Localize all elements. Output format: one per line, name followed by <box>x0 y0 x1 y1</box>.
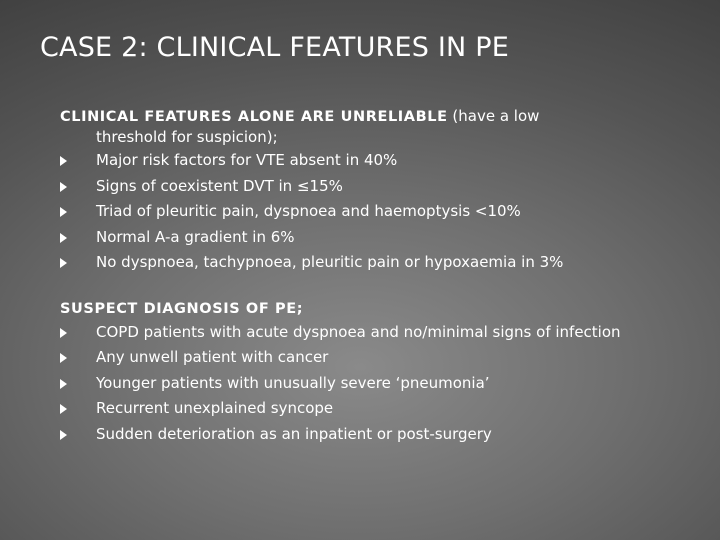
list-item <box>60 371 710 397</box>
triangle-right-icon <box>60 328 67 338</box>
list-item-text: Signs of coexistent DVT in ≤15% <box>96 176 343 195</box>
bullet-list <box>60 320 710 448</box>
list-item <box>60 320 710 346</box>
triangle-right-icon <box>60 404 67 414</box>
list-item-text: Younger patients with unusually severe ‘pneumonia’ <box>96 373 490 392</box>
list-item <box>60 396 710 422</box>
section-heading-bold: SUSPECT DIAGNOSIS OF PE; <box>60 300 304 317</box>
list-item <box>60 199 710 225</box>
list-item-text: Sudden deterioration as an inpatient or post-surgery <box>96 424 492 443</box>
list-item-text: Normal A-a gradient in 6% <box>96 227 295 246</box>
bullet-list <box>60 148 710 276</box>
triangle-right-icon <box>60 430 67 440</box>
triangle-right-icon <box>60 353 67 363</box>
section-clinical-features <box>60 105 710 276</box>
list-item <box>60 422 710 448</box>
section-heading <box>60 297 710 320</box>
section-heading <box>60 105 710 128</box>
triangle-right-icon <box>60 258 67 268</box>
triangle-right-icon <box>60 182 67 192</box>
list-item-text: Any unwell patient with cancer <box>96 348 329 366</box>
section-heading-note: (have a low <box>447 107 540 125</box>
triangle-right-icon <box>60 156 67 166</box>
section-heading-continuation: threshold for suspicion); <box>96 128 278 146</box>
list-item <box>60 174 710 200</box>
triangle-right-icon <box>60 233 67 243</box>
slide-title: CASE 2: CLINICAL FEATURES IN PE <box>40 32 509 63</box>
triangle-right-icon <box>60 379 67 389</box>
list-item-text: No dyspnoea, tachypnoea, pleuritic pain or hypoxaemia in 3% <box>96 253 564 271</box>
slide-content <box>60 105 710 447</box>
list-item <box>60 148 710 174</box>
list-item <box>60 345 710 371</box>
list-item-text: COPD patients with acute dyspnoea and no/minimal signs of infection <box>96 322 621 341</box>
list-item-text: Major risk factors for VTE absent in 40% <box>96 151 398 169</box>
list-item-text: Recurrent unexplained syncope <box>96 399 334 417</box>
triangle-right-icon <box>60 207 67 217</box>
list-item <box>60 225 710 251</box>
section-heading-bold: CLINICAL FEATURES ALONE ARE UNRELIABLE <box>60 109 448 125</box>
list-item <box>60 250 710 276</box>
section-suspect-diagnosis <box>60 297 710 448</box>
section-spacer <box>60 276 710 297</box>
list-item-text: Triad of pleuritic pain, dyspnoea and haemoptysis <10% <box>96 202 521 220</box>
